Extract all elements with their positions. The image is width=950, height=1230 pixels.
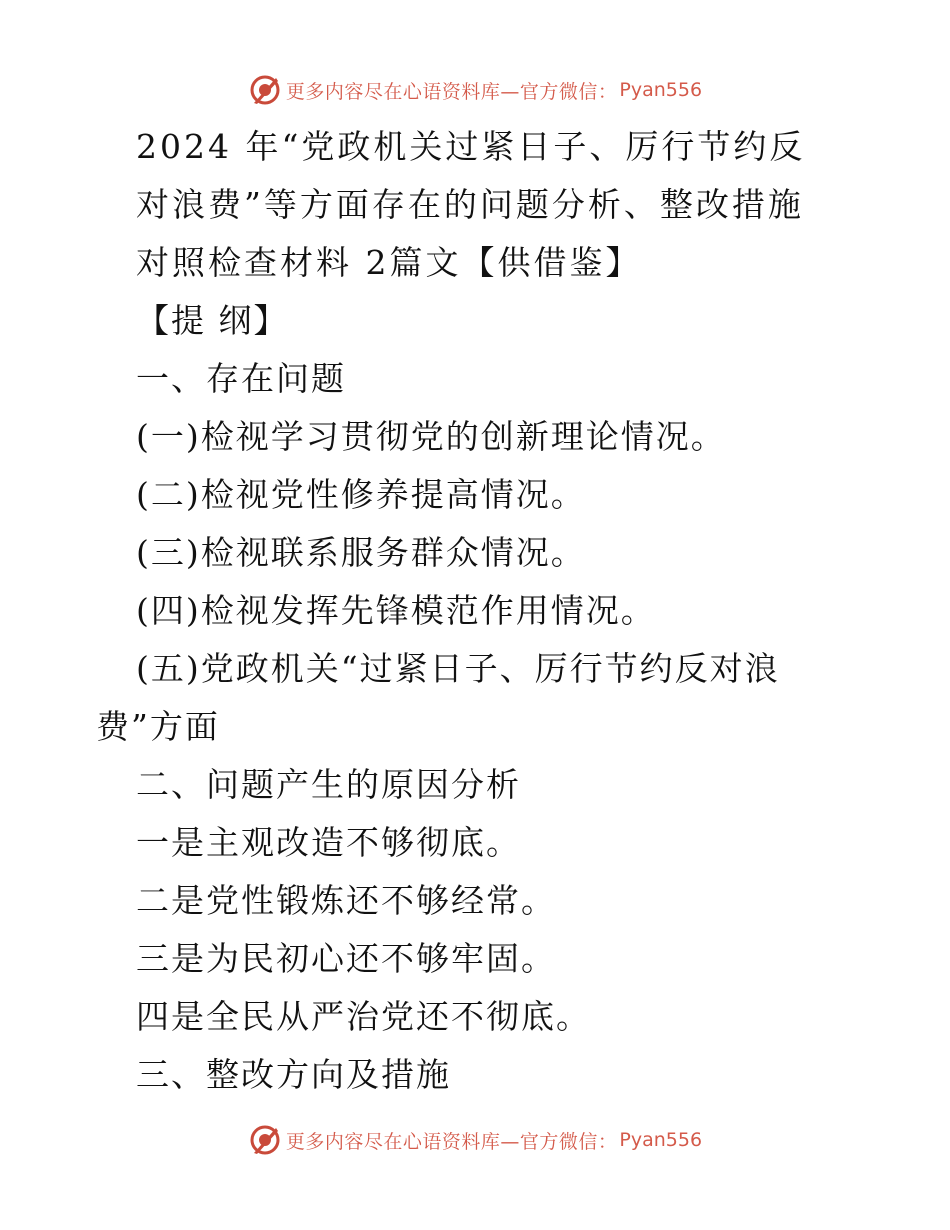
outline-item: (四)检视发挥先锋模范作用情况。 (136, 591, 656, 630)
section-heading-3: 三、整改方向及措施 (136, 1055, 451, 1094)
outline-item: 三是为民初心还不够牢固。 (136, 939, 556, 978)
watermark-text: 更多内容尽在心语资料库—官方微信： (285, 80, 618, 103)
outline-item: 四是全民从严治党还不彻底。 (136, 997, 591, 1036)
quill-seal-icon (248, 73, 282, 107)
watermark-wechat-id: Pyan556 (619, 1129, 703, 1151)
document-body (0, 118, 950, 1104)
footer-watermark (0, 1120, 950, 1160)
outline-item-continuation: 费”方面 (96, 707, 220, 746)
outline-item: 一是主观改造不够彻底。 (136, 823, 521, 862)
outline-item: (三)检视联系服务群众情况。 (136, 533, 586, 572)
document-title-line-2: 对浪费”等方面存在的问题分析、整改措施 (136, 185, 804, 224)
outline-item: (二)检视党性修养提高情况。 (136, 475, 586, 514)
watermark-text: 更多内容尽在心语资料库—官方微信： (285, 1130, 618, 1153)
watermark-wechat-id: Pyan556 (619, 79, 703, 101)
section-heading-1: 一、存在问题 (136, 359, 346, 398)
outline-item: (一)检视学习贯彻党的创新理论情况。 (136, 417, 726, 456)
section-heading-2: 二、问题产生的原因分析 (136, 765, 521, 804)
outline-heading: 【提 纲】 (136, 301, 289, 340)
quill-seal-icon (248, 1123, 282, 1157)
document-title-line-1: 2024 年“党政机关过紧日子、厉行节约反 (136, 127, 806, 166)
document-title-line-3: 对照检查材料 2篇文【供借鉴】 (136, 243, 642, 282)
outline-item: (五)党政机关“过紧日子、厉行节约反对浪 (136, 649, 780, 688)
outline-item: 二是党性锻炼还不够经常。 (136, 881, 556, 920)
header-watermark (0, 70, 950, 110)
